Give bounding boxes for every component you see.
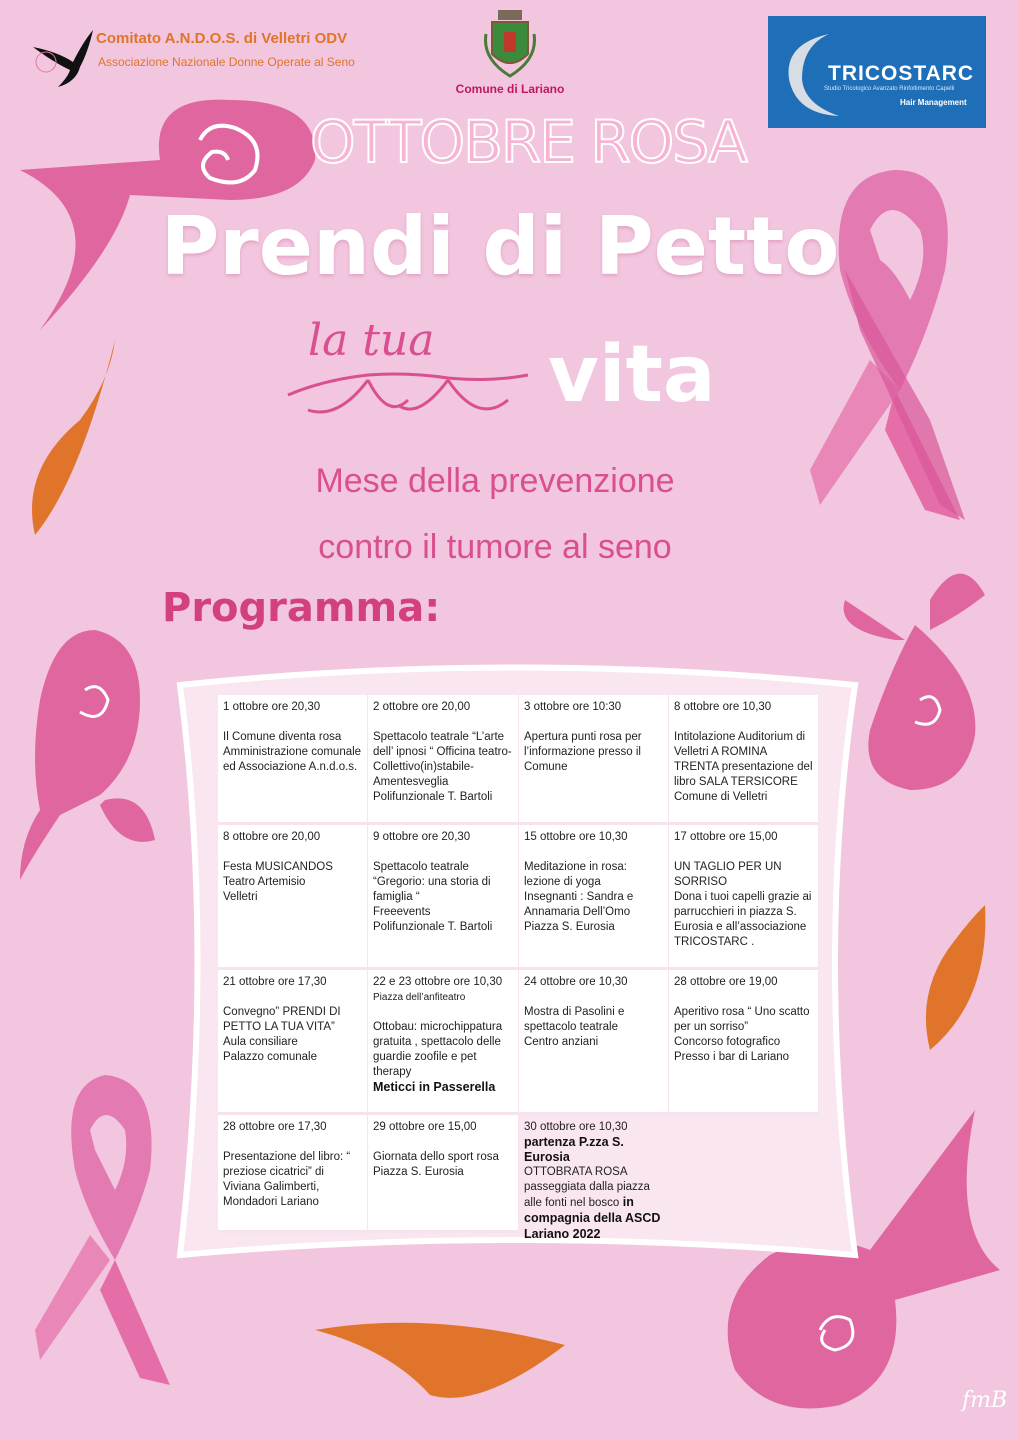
program-cell [519, 695, 669, 825]
swallow-logo-icon [28, 22, 98, 92]
cell-date: 3 ottobre ore 10:30 [524, 701, 622, 713]
program-cell [669, 695, 819, 825]
cell-date: 8 ottobre ore 10,30 [674, 701, 772, 713]
cell-date: 9 ottobre ore 20,30 [373, 831, 471, 843]
tricostarc-name: TRICOSTARC [828, 62, 975, 85]
cell-tail: in compagnia della ASCD Lariano 2022 [524, 1195, 661, 1241]
subtitle-line1: Mese della prevenzione [315, 462, 675, 500]
cell-date: 22 e 23 ottobre ore 10,30 [373, 976, 503, 988]
program-cell [519, 970, 669, 1115]
program-cell [669, 825, 819, 970]
program-cell [519, 1115, 669, 1241]
cell-lead: partenza P.zza S. Eurosia [524, 1135, 624, 1164]
cell-date: 15 ottobre ore 10,30 [524, 831, 628, 843]
title-vita: vita [548, 330, 716, 420]
ribbon-bottom-left [35, 1075, 170, 1385]
orange-leaf-left [32, 340, 115, 535]
orange-leaf-right [926, 905, 985, 1050]
la-tua-text: la tua [308, 315, 435, 366]
cell-text: Mostra di Pasolini e spettacolo teatrale Centro anziani [524, 1006, 625, 1048]
cell-extra: Meticci in Passerella [373, 1080, 496, 1094]
cell-text: Intitolazione Auditorium di Velletri A ROMINA TRENTA presentazione del libro SALA TERSICORE Comune di Velletri [674, 731, 813, 803]
cell-text: UN TAGLIO PER UN SORRISO Dona i tuoi capelli grazie ai parrucchieri in piazza S. Eurosia e all’associazione TRICOSTARC . [674, 861, 812, 948]
andos-subtitle: Associazione Nazionale Donne Operate al Seno [98, 55, 355, 69]
cell-text: Spettacolo teatrale “Gregorio: una storia di famiglia “ Freeevents Polifunzionale T. Bartoli [373, 861, 493, 933]
la-tua-script [278, 300, 538, 420]
program-cell [218, 970, 368, 1115]
tricostarc-hair: Hair Management [900, 98, 967, 107]
cell-date: 2 ottobre ore 20,00 [373, 701, 471, 713]
cell-date: 21 ottobre ore 17,30 [223, 976, 327, 988]
cell-text: OTTOBRATA ROSA passeggiata dalla piazza alle fonti nel bosco [524, 1166, 650, 1209]
cell-date: 1 ottobre ore 20,30 [223, 701, 321, 713]
comune-name: Comune di Lariano [455, 82, 565, 96]
cell-date: 30 ottobre ore 10,30 [524, 1121, 628, 1133]
orange-leaf-bottom [315, 1323, 565, 1398]
cell-text: Presentazione del libro: “ preziose cicatrici” di Viviana Galimberti, Mondadori Lariano [223, 1151, 351, 1208]
cell-text: Giornata dello sport rosa Piazza S. Eurosia [373, 1151, 499, 1178]
program-cell [368, 695, 519, 825]
cell-text: Apertura punti rosa per l’informazione presso il Comune [524, 731, 642, 773]
cell-date: 24 ottobre ore 10,30 [524, 976, 628, 988]
program-cell [218, 695, 368, 825]
tricostarc-tagline: Studio Tricologico Avanzato Rinfoltimento Capelli [824, 86, 955, 92]
cell-text: Il Comune diventa rosa Amministrazione comunale ed Associazione A.n.d.o.s. [223, 731, 362, 773]
program-table [218, 695, 819, 1241]
tricostarc-logo [768, 16, 986, 128]
cell-date: 29 ottobre ore 15,00 [373, 1121, 477, 1133]
cell-date: 17 ottobre ore 15,00 [674, 831, 778, 843]
cell-text: Meditazione in rosa: lezione di yoga Insegnanti : Sandra e Annamaria Dell’Omo Piazza S. Eurosia [524, 861, 634, 933]
cell-text: Ottobau: microchippatura gratuita , spettacolo delle guardie zoofile e pet therapy [373, 1021, 503, 1078]
program-cell [368, 970, 519, 1115]
cell-text: Aperitivo rosa “ Uno scatto per un sorriso” Concorso fotografico Presso i bar di Lariano [674, 1006, 810, 1063]
program-cell [669, 970, 819, 1115]
program-cell [218, 1115, 368, 1233]
program-cell [218, 825, 368, 970]
andos-name: Comitato A.N.D.O.S. di Velletri ODV [96, 30, 348, 47]
program-cell [368, 1115, 519, 1233]
crest-icon [474, 4, 546, 84]
cell-date: 28 ottobre ore 17,30 [223, 1121, 327, 1133]
programma-heading: Programma: [162, 585, 441, 631]
cell-text: Spettacolo teatrale “L’arte dell’ ipnosi “ Officina teatro-Collettivo(in)stabile-Amentesveglia Polifunzionale T. Bartoli [373, 731, 512, 803]
program-cell [368, 825, 519, 970]
cell-date: 28 ottobre ore 19,00 [674, 976, 778, 988]
subtitle-line2: contro il tumore al seno [318, 528, 672, 566]
cell-date: 8 ottobre ore 20,00 [223, 831, 321, 843]
title-prendi-di-petto: Prendi di Petto [160, 200, 840, 293]
cell-text: Festa MUSICANDOS Teatro Artemisio Velletri [223, 861, 333, 903]
pink-swirl-left [20, 630, 155, 880]
cell-text: Convegno” PRENDI DI PETTO LA TUA VITA” Aula consiliare Palazzo comunale [223, 1006, 341, 1063]
title-ottobre-rosa: OTTOBRE ROSA [310, 108, 746, 176]
empty-cell [669, 1115, 819, 1233]
program-cell [519, 825, 669, 970]
artist-signature: fmB [962, 1388, 1008, 1413]
cell-location: Piazza dell’anfiteatro [373, 992, 466, 1003]
